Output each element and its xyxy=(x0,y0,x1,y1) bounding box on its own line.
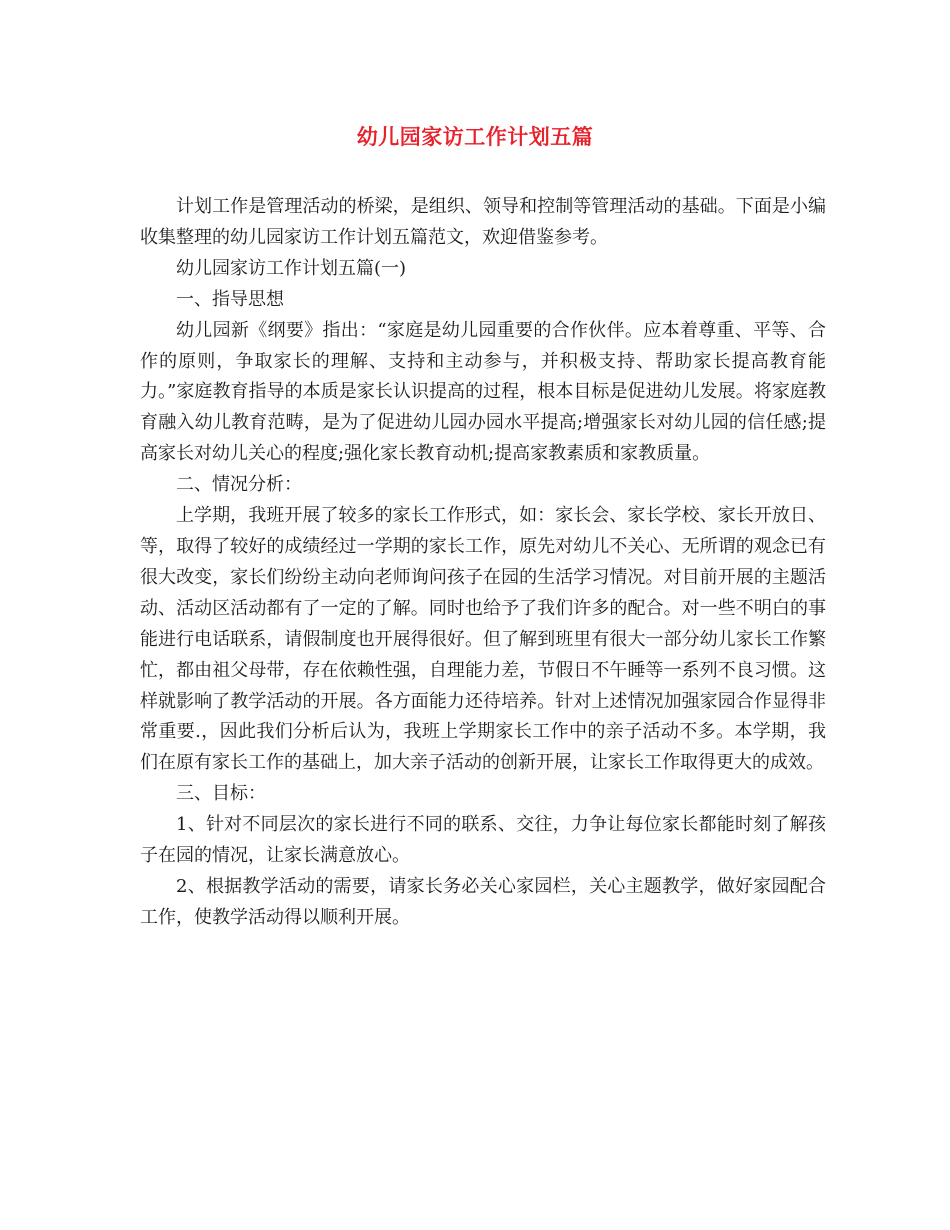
page-title: 幼儿园家访工作计划五篇 xyxy=(356,124,594,149)
paragraph-guiding-ideology: 幼儿园新《纲要》指出：“家庭是幼儿园重要的合作伙伴。应本着尊重、平等、合作的原则，争取家长的理解、支持和主动参与，并积极支持、帮助家长提高教育能力。”家庭教育指导的本质是家长认识提高的过程，根本目标是促进幼儿发展。将家庭教育融入幼儿教育范畴，是为了促进幼儿园办园水平提高;增强家长对幼儿园的信任感;提高家长对幼儿关心的程度;强化家长教育动机;提高家教素质和家教质量。 xyxy=(140,319,826,465)
heading-situation-analysis: 二、情况分析： xyxy=(176,474,302,496)
section-heading-part-one: 幼儿园家访工作计划五篇(一) xyxy=(176,257,407,279)
heading-guiding-ideology: 一、指导思想 xyxy=(176,288,284,310)
heading-goals: 三、目标： xyxy=(176,783,266,805)
document-body xyxy=(140,192,826,934)
paragraph-goal-1: 1、针对不同层次的家长进行不同的联系、交往，力争让每位家长都能时刻了解孩子在园的情况，让家长满意放心。 xyxy=(140,814,826,867)
paragraph-intro: 计划工作是管理活动的桥梁，是组织、领导和控制等管理活动的基础。下面是小编收集整理的幼儿园家访工作计划五篇范文，欢迎借鉴参考。 xyxy=(140,196,826,248)
paragraph-goal-2: 2、根据教学活动的需要，请家长务必关心家园栏，关心主题教学，做好家园配合工作，使教学活动得以顺利开展。 xyxy=(140,875,826,928)
paragraph-situation-analysis: 上学期，我班开展了较多的家长工作形式，如：家长会、家长学校、家长开放日、等，取得了较好的成绩经过一学期的家长工作，原先对幼儿不关心、无所谓的观念已有很大改变，家长们纷纷主动向老师询问孩子在园的生活学习情况。对目前开展的主题活动、活动区活动都有了一定的了解。同时也给予了我们许多的配合。对一些不明白的事能进行电话联系，请假制度也开展得很好。但了解到班里有很大一部分幼儿家长工作繁忙，都由祖父母带，存在依赖性强，自理能力差，节假日不午睡等一系列不良习惯。这样就影响了教学活动的开展。各方面能力还待培养。针对上述情况加强家园合作显得非常重要.，因此我们分析后认为，我班上学期家长工作中的亲子活动不多。本学期，我们在原有家长工作的基础上，加大亲子活动的创新开展，让家长工作取得更大的成效。 xyxy=(140,505,826,774)
